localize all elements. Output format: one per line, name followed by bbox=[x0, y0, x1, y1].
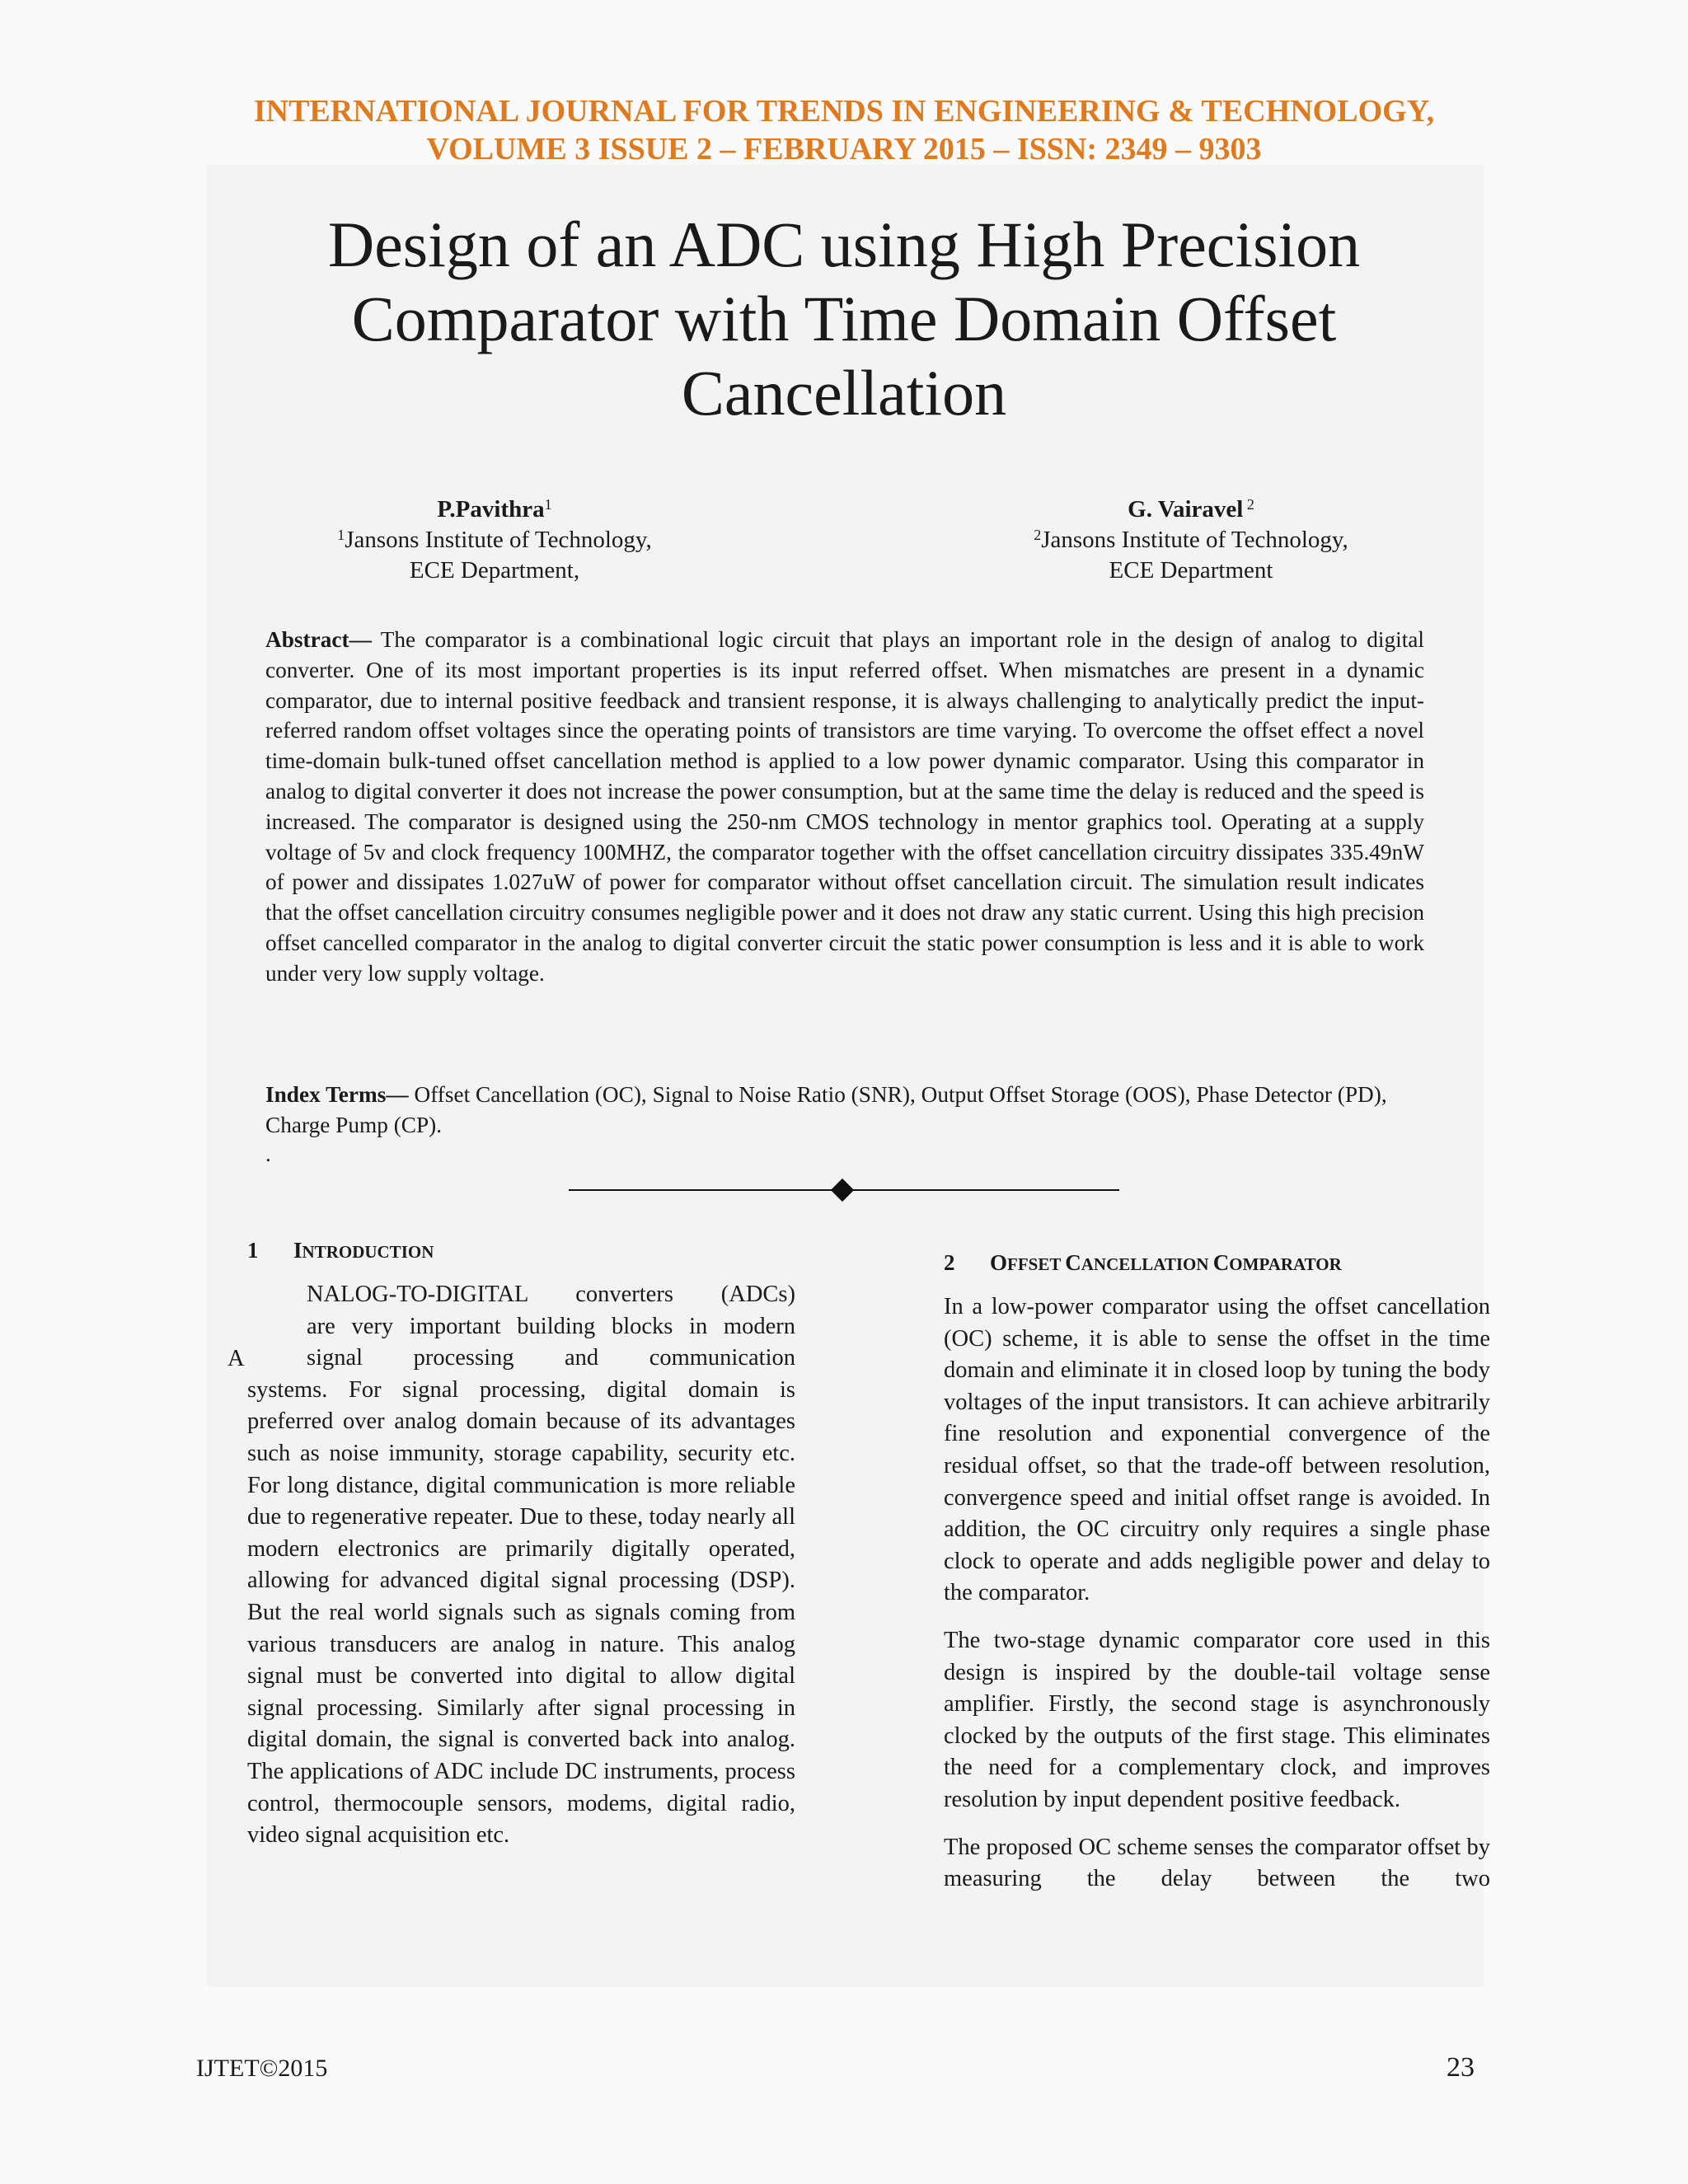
abstract-label: Abstract— bbox=[265, 627, 372, 652]
author-name: G. Vairavel bbox=[1128, 496, 1244, 523]
abstract-text: The comparator is a combinational logic circuit that plays an important role in the design of analog to digital converter. One of its most important properties is its input referred offset. When mismatches are present in a dynamic comparator, due to internal positive feedback and transient response, it is always challenging to analytically predict the input-referred random offset voltages since the operating points of transistors are time varying. To overcome the offset effect a novel time-domain bulk-tuned offset cancellation method is applied to a low power dynamic comparator. Using this comparator in analog to digital converter it does not increase the power consumption, but at the same time the delay is reduced and the speed is increased. The comparator is designed using the 250-nm CMOS technology in mentor graphics tool. Operating at a supply voltage of 5v and clock frequency 100MHZ, the comparator together with the offset cancellation circuitry dissipates 335.49nW of power and dissipates 1.027uW of power for comparator without offset cancellation circuit. The simulation result indicates that the offset cancellation circuitry consumes negligible power and it does not draw any static current. Using this high precision offset cancelled comparator in the analog to digital converter circuit the static power consumption is less and it is able to work under very low supply voltage. bbox=[265, 627, 1424, 986]
abstract bbox=[265, 625, 1424, 989]
department: ECE Department bbox=[1109, 557, 1273, 583]
section-heading-offset-cancellation bbox=[944, 1250, 1342, 1276]
affiliation-sup: 2 bbox=[1034, 527, 1042, 543]
section-title-rest: NTRODUCTION bbox=[302, 1242, 434, 1262]
section-title-initial: I bbox=[293, 1238, 302, 1263]
author-sup: 2 bbox=[1243, 496, 1254, 513]
author-sup: 1 bbox=[544, 496, 552, 513]
intro-line: are very important building blocks in modern bbox=[307, 1313, 795, 1339]
footer-copyright: IJTET©2015 bbox=[196, 2055, 328, 2082]
body-paragraph: The proposed OC scheme senses the comparator offset by measuring the delay between the two bbox=[944, 1834, 1490, 1892]
journal-name: INTERNATIONAL JOURNAL FOR TRENDS IN ENGINEERING & TECHNOLOGY, bbox=[253, 94, 1435, 129]
index-terms-dot: . bbox=[265, 1141, 271, 1166]
body-paragraph: The two-stage dynamic comparator core used in this design is inspired by the double-tail voltage sense amplifier. Firstly, the second stage is asynchronously clocked by the outputs of the first stage. This eliminates the need for a complementary clock, and improves resolution by input dependent positive feedback. bbox=[944, 1627, 1490, 1812]
intro-line: signal processing and communication bbox=[307, 1345, 795, 1371]
index-terms-text: Offset Cancellation (OC), Signal to Noise Ratio (SNR), Output Offset Storage (OOS), Phase Detector (PD), Charge Pump (CP). bbox=[265, 1082, 1387, 1137]
page-number: 23 bbox=[1447, 2052, 1475, 2083]
section-title-part: C bbox=[1065, 1250, 1081, 1275]
affiliation: Jansons Institute of Technology, bbox=[345, 527, 652, 553]
intro-line: NALOG-TO-DIGITAL converters (ADCs) bbox=[307, 1282, 795, 1307]
paper-title bbox=[214, 208, 1474, 430]
journal-volume: VOLUME 3 ISSUE 2 – FEBRUARY 2015 – ISSN: 2349 – 9303 bbox=[426, 132, 1262, 166]
affiliation-sup: 1 bbox=[337, 527, 345, 543]
title-line: Cancellation bbox=[681, 357, 1007, 429]
affiliation: Jansons Institute of Technology, bbox=[1041, 527, 1348, 553]
author-block bbox=[247, 494, 742, 586]
section-number: 1 bbox=[247, 1238, 259, 1263]
introduction-body bbox=[247, 1279, 795, 1852]
section-title-part: ANCELLATION bbox=[1081, 1254, 1213, 1274]
offset-cancellation-body bbox=[944, 1291, 1490, 1911]
drop-cap: A bbox=[227, 1346, 245, 1371]
section-heading-introduction bbox=[247, 1238, 434, 1263]
intro-paragraph: systems. For signal processing, digital domain is preferred over analog domain because of its advantages such as noise immunity, storage capability, security etc. For long distance, digital communication is more reliable due to regenerative repeater. Due to these, today nearly all modern electronics are primarily digitally operated, allowing for advanced digital signal processing (DSP). But the real world signals such as signals coming from various transducers are analog in nature. This analog signal must be converted into digital to allow digital signal processing. Similarly after signal processing in digital domain, the signal is converted back into analog. The applications of ADC include DC instruments, process control, thermocouple sensors, modems, digital radio, video signal acquisition etc. bbox=[247, 1376, 795, 1849]
index-terms bbox=[265, 1080, 1424, 1141]
section-title-part: C bbox=[1212, 1250, 1230, 1275]
department: ECE Department, bbox=[409, 557, 580, 583]
index-terms-label: Index Terms— bbox=[265, 1082, 409, 1107]
author-block bbox=[944, 494, 1438, 586]
author-name: P.Pavithra bbox=[437, 496, 545, 523]
title-line: Comparator with Time Domain Offset bbox=[351, 283, 1337, 354]
section-title-part: O bbox=[990, 1250, 1008, 1275]
section-title-part: OMPARATOR bbox=[1229, 1254, 1342, 1274]
section-title-part: FFSET bbox=[1007, 1254, 1066, 1274]
section-number: 2 bbox=[944, 1250, 955, 1275]
body-paragraph: In a low-power comparator using the offset cancellation (OC) scheme, it is able to sense the offset in the time domain and eliminate it in closed loop by tuning the body voltages of the input transistors. It can achieve arbitrarily fine resolution and exponential convergence of the residual offset, so that the trade-off between resolution, convergence speed and initial offset range is avoided. In addition, the OC circuitry only requires a single phase clock to operate and adds negligible power and delay to the comparator. bbox=[944, 1294, 1490, 1606]
journal-header bbox=[0, 92, 1688, 168]
title-line: Design of an ADC using High Precision bbox=[327, 209, 1361, 280]
